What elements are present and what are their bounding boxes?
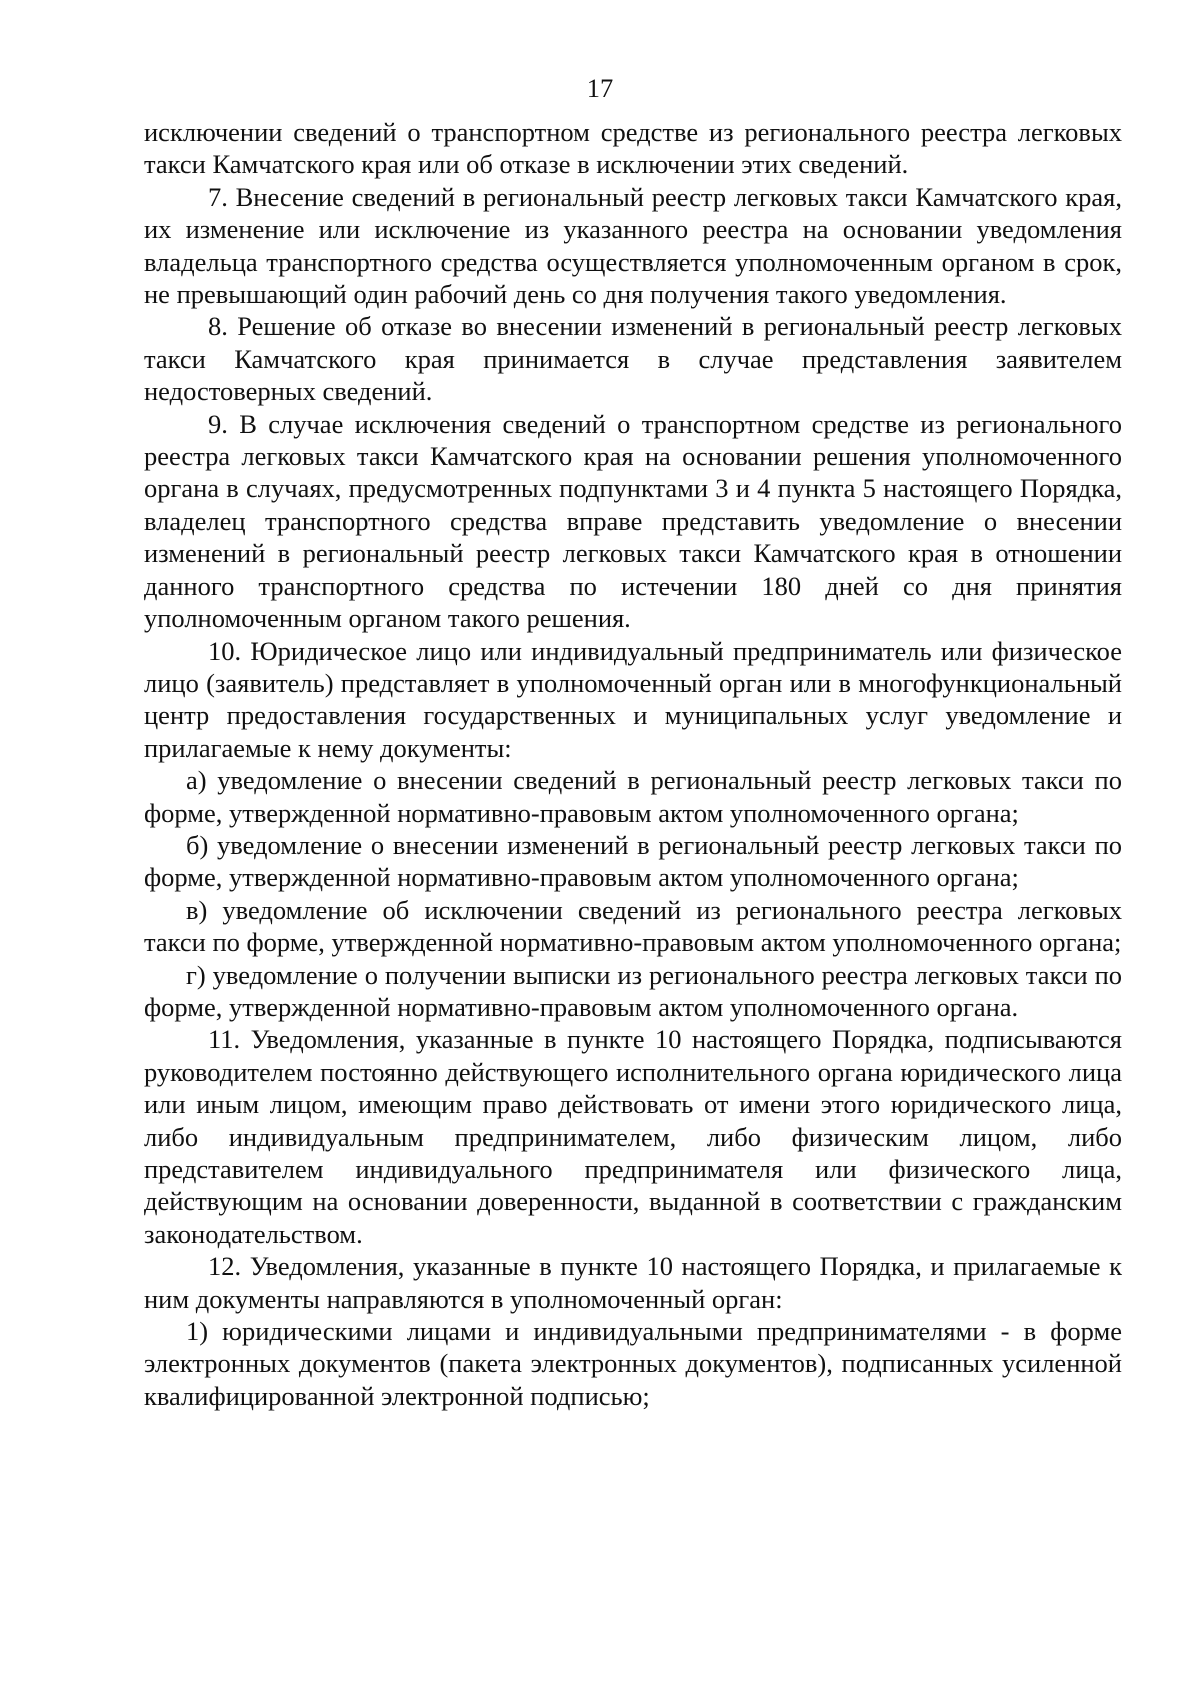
paragraph-item-10: 10. Юридическое лицо или индивидуальный предприниматель или физическое лицо (заявитель) представляет в уполномоченный орган или в многофункциональный центр предоставления государственных и муниципальных услуг уведомление и прилагаемые к нему документы: [144, 635, 1122, 763]
subparagraph-g: г) уведомление о получении выписки из регионального реестра легковых такси по форме, утвержденной нормативно-правовым актом уполномоченного органа. [144, 959, 1122, 1022]
subparagraph-b: б) уведомление о внесении изменений в региональный реестр легковых такси по форме, утвержденной нормативно-правовым актом уполномоченного органа; [144, 829, 1122, 893]
paragraph-item-7: 7. Внесение сведений в региональный реестр легковых такси Камчатского края, их изменение или исключение из указанного реестра на основании уведомления владельца транспортного средства осуществляется уполномоченным органом в срок, не превышающий один рабочий день со дня получения такого уведомления. [144, 181, 1122, 310]
paragraph-item-12: 12. Уведомления, указанные в пункте 10 настоящего Порядка, и прилагаемые к ним документы направляются в уполномоченный орган: [144, 1251, 1122, 1314]
paragraph-item-9: 9. В случае исключения сведений о транспортном средстве из регионального реестра легковых такси Камчатского края на основании решения уполномоченного органа в случаях, предусмотренных подпунктами 3 и 4 пункта 5 настоящего Порядка, владелец транспортного средства вправе представить уведомление о внесении изменений в региональный реестр легковых такси Камчатского края в отношении данного транспортного средства по истечении 180 дней со дня принятия уполномоченным органом такого решения. [144, 408, 1122, 634]
paragraph-continuation: исключении сведений о транспортном средстве из регионального реестра легковых такси Камчатского края или об отказе в исключении этих сведений. [144, 117, 1122, 180]
paragraph-item-11: 11. Уведомления, указанные в пункте 10 настоящего Порядка, подписываются руководителем постоянно действующего исполнительного органа юридического лица или иным лицом, имеющим право действовать от имени этого юридического лица, либо индивидуальным предпринимателем, либо физическим лицом, либо представителем индивидуального предпринимателя или физического лица, действующим на основании доверенности, выданной в соответствии с гражданским законодательством. [144, 1024, 1122, 1249]
subparagraph-a: а) уведомление о внесении сведений в региональный реестр легковых такси по форме, утвержденной нормативно-правовым актом уполномоченного органа; [144, 765, 1122, 828]
subparagraph-1: 1) юридическими лицами и индивидуальными предпринимателями - в форме электронных документов (пакета электронных документов), подписанных усиленной квалифицированной электронной подписью; [144, 1316, 1122, 1411]
document-body [144, 116, 1122, 1412]
page-number: 17 [586, 73, 614, 103]
subparagraph-v: в) уведомление об исключении сведений из регионального реестра легковых такси по форме, утвержденной нормативно-правовым актом уполномоченного органа; [144, 894, 1122, 958]
paragraph-item-8: 8. Решение об отказе во внесении изменений в региональный реестр легковых такси Камчатского края принимается в случае представления заявителем недостоверных сведений. [144, 311, 1122, 407]
